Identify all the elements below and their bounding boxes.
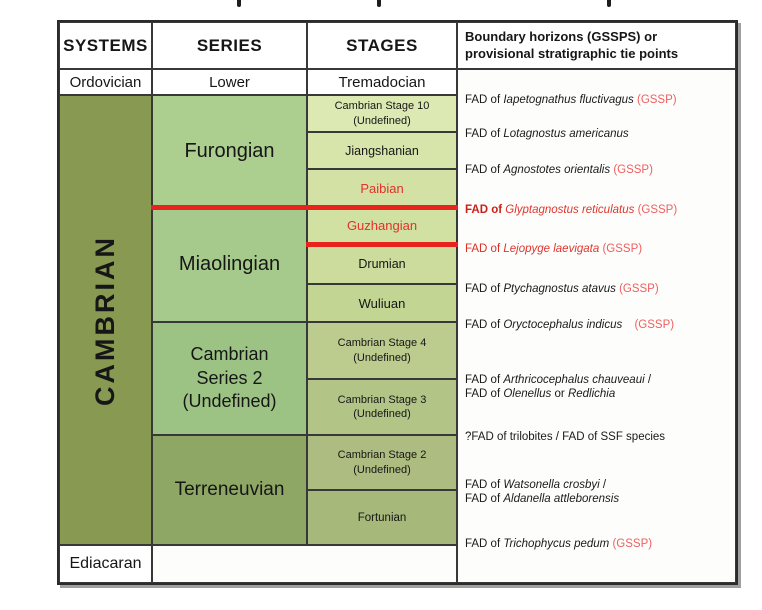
tie-point-text: ?FAD of trilobites / FAD of SSF species xyxy=(465,431,666,443)
cropped-caption-fragment xyxy=(377,0,381,7)
series2-line1: Cambrian xyxy=(190,344,269,365)
boundary-item xyxy=(465,538,731,552)
fad-label: FAD of xyxy=(465,128,504,140)
species-name: Trichophycus pedum xyxy=(503,538,610,550)
gssp-tag: (GSSP) xyxy=(634,204,678,216)
column-header-systems: SYSTEMS xyxy=(59,22,152,69)
separator: / xyxy=(599,479,607,491)
fad-label: FAD of xyxy=(465,164,504,176)
fad-label: FAD of xyxy=(465,243,504,255)
cambrian-vertical-label: CAMBRIAN xyxy=(90,234,120,406)
species-name: Lotagnostus americanus xyxy=(503,128,629,140)
gssp-tag: (GSSP) xyxy=(631,319,675,331)
fad-label: FAD of xyxy=(465,492,504,505)
system-ordovician: Ordovician xyxy=(59,69,152,95)
series2-line3: (Undefined) xyxy=(182,391,277,412)
boundary-item-line xyxy=(465,479,731,493)
boundary-item xyxy=(465,164,731,178)
fad-label: FAD of xyxy=(465,283,504,295)
stage2-line1: Cambrian Stage 2 xyxy=(337,449,427,462)
boundary-horizons-column xyxy=(457,69,736,583)
gssp-tag: (GSSP) xyxy=(633,94,677,106)
fad-label: FAD of xyxy=(465,387,504,400)
stage-cambrian-stage-10 xyxy=(307,95,457,132)
cambrian-stratigraphy-table xyxy=(57,20,738,585)
boundary-item-line xyxy=(465,374,731,388)
system-cambrian xyxy=(59,95,152,545)
boundary-item xyxy=(465,204,731,218)
ediacaran-empty-cell xyxy=(152,545,457,583)
species-name: Olenellus xyxy=(503,387,552,400)
stage-drumian: Drumian xyxy=(307,244,457,284)
stage4-line1: Cambrian Stage 4 xyxy=(337,337,427,350)
species-name: Iapetognathus fluctivagus xyxy=(503,94,634,106)
species-name: Arthricocephalus chauveaui xyxy=(503,374,645,386)
boundary-header-line2: provisional stratigraphic tie points xyxy=(465,45,679,61)
conjunction: or xyxy=(551,387,568,400)
species-name: Ptychagnostus atavus xyxy=(503,283,616,295)
boundary-item xyxy=(465,431,731,445)
gssp-red-line-guzhangian-base xyxy=(306,242,458,247)
stage4-line2: (Undefined) xyxy=(353,351,411,364)
fad-label: FAD of xyxy=(465,94,504,106)
fad-label: FAD of xyxy=(465,479,504,491)
boundary-item xyxy=(465,479,731,506)
gssp-tag: (GSSP) xyxy=(599,243,643,255)
stage3-line2: (Undefined) xyxy=(353,408,411,420)
stage-guzhangian: Guzhangian xyxy=(307,207,457,244)
species-name: Agnostotes orientalis xyxy=(503,164,611,176)
boundary-item xyxy=(465,283,731,297)
boundary-item xyxy=(465,243,731,257)
stage-cambrian-stage-2 xyxy=(307,435,457,490)
series2-line2: Series 2 xyxy=(196,367,263,388)
boundary-item xyxy=(465,319,731,333)
species-name: Redlichia xyxy=(567,387,616,400)
fad-label: FAD of xyxy=(465,204,506,216)
species-name: Oryctocephalus indicus xyxy=(503,319,623,331)
species-name: Lejopyge laevigata xyxy=(503,243,600,255)
stage-cambrian-stage-4 xyxy=(307,322,457,379)
series-lower: Lower xyxy=(152,69,307,95)
cropped-caption-fragment xyxy=(607,0,611,7)
column-header-boundary-horizons xyxy=(457,22,736,69)
gssp-red-line-furongian-base xyxy=(151,205,458,210)
stage-fortunian: Fortunian xyxy=(307,490,457,545)
boundary-item xyxy=(465,94,731,108)
series-furongian: Furongian xyxy=(152,95,307,207)
stage-cambrian-stage-3 xyxy=(307,379,457,435)
system-ediacaran: Ediacaran xyxy=(59,545,152,583)
species-name: Watsonella crosbyi xyxy=(503,479,600,491)
cropped-caption-fragment xyxy=(237,0,241,7)
stage2-line2: (Undefined) xyxy=(353,463,411,476)
boundary-item-line xyxy=(465,493,731,507)
fad-label: FAD of xyxy=(465,374,504,386)
stage-jiangshanian: Jiangshanian xyxy=(307,132,457,169)
stage10-line2: (Undefined) xyxy=(353,114,411,127)
stage3-line1: Cambrian Stage 3 xyxy=(337,393,427,406)
series-miaolingian: Miaolingian xyxy=(152,207,307,322)
gssp-tag: (GSSP) xyxy=(615,283,659,295)
fad-label: FAD of xyxy=(465,538,504,550)
stage-wuliuan: Wuliuan xyxy=(307,284,457,322)
gssp-tag: (GSSP) xyxy=(609,538,653,550)
series-cambrian-series-2 xyxy=(152,322,307,435)
gssp-tag: (GSSP) xyxy=(610,164,653,176)
boundary-item xyxy=(465,374,731,401)
stage-tremadocian: Tremadocian xyxy=(307,69,457,95)
stage10-line1: Cambrian Stage 10 xyxy=(334,100,430,113)
series-terreneuvian: Terreneuvian xyxy=(152,435,307,545)
species-name: Aldanella attleborensis xyxy=(503,492,620,505)
column-header-series: SERIES xyxy=(152,22,307,69)
boundary-item xyxy=(465,128,731,142)
fad-label: FAD of xyxy=(465,319,504,331)
boundary-item-line xyxy=(465,388,731,402)
boundary-header-line1: Boundary horizons (GSSPS) or xyxy=(465,28,658,44)
column-header-stages: STAGES xyxy=(307,22,457,69)
separator: / xyxy=(644,374,652,386)
species-name: Glyptagnostus reticulatus xyxy=(505,204,635,216)
stage-paibian: Paibian xyxy=(307,169,457,207)
